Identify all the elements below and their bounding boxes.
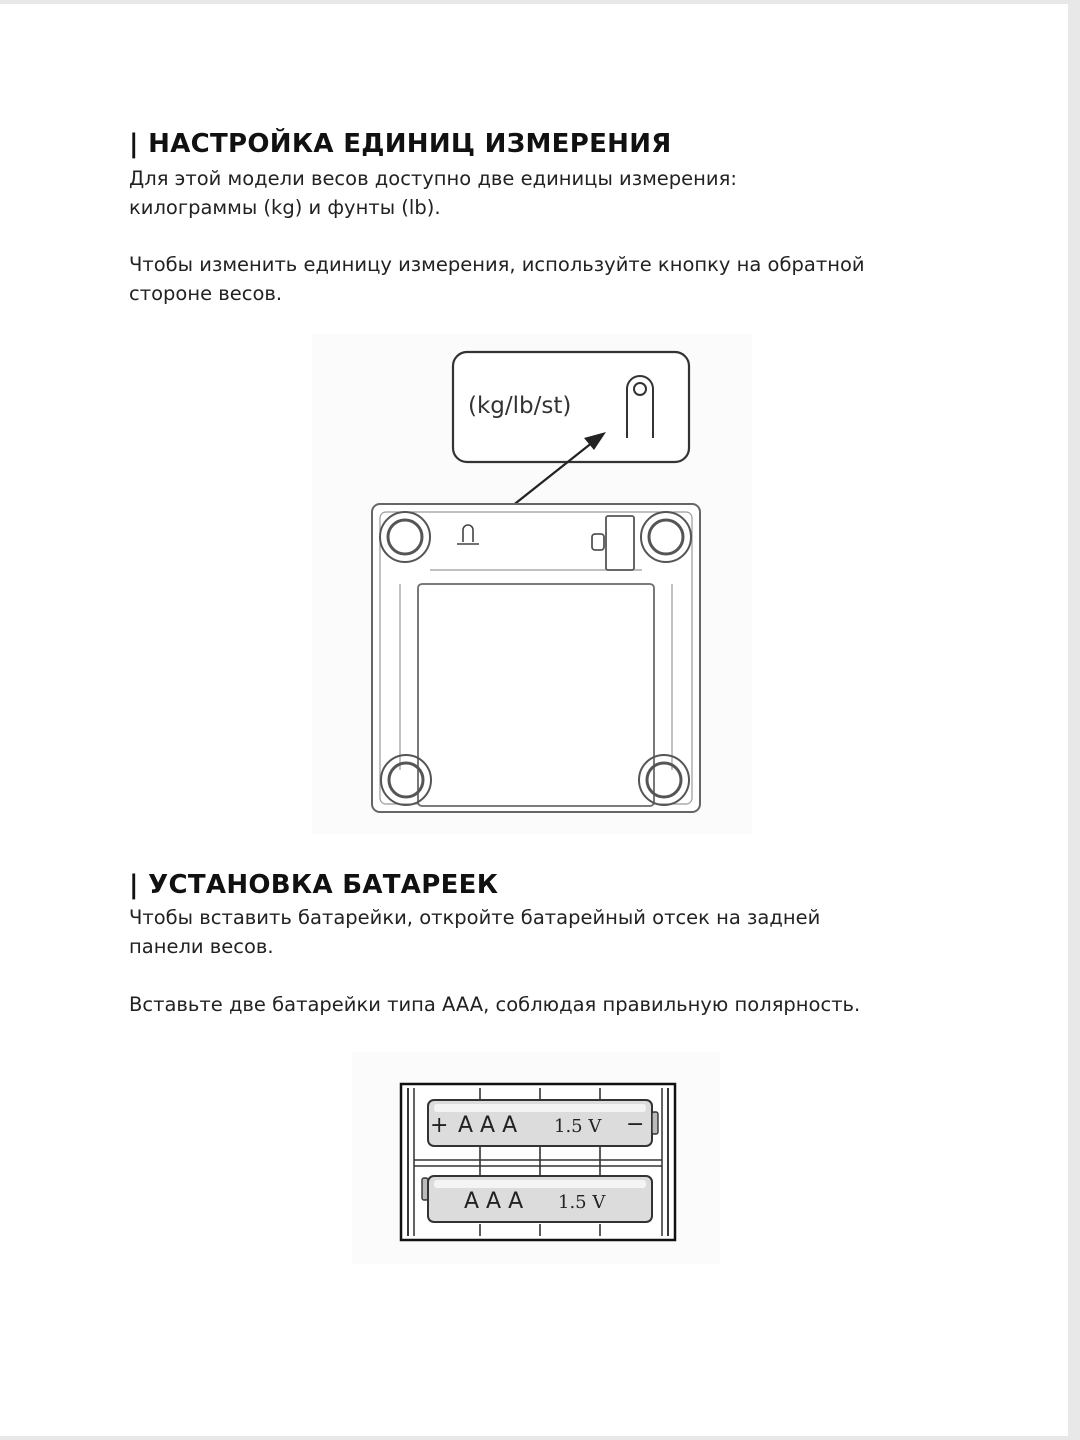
battery-1-type: A A A <box>458 1113 518 1138</box>
scale-back-figure <box>312 334 752 834</box>
units-paragraph-1-line-1: Для этой модели весов доступно две единицы измерения: <box>129 167 737 190</box>
batteries-paragraph-1-line-1: Чтобы вставить батарейки, откройте батарейный отсек на задней <box>129 906 821 929</box>
units-paragraph-2-line-2: стороне весов. <box>129 282 283 305</box>
battery-1 <box>428 1100 658 1146</box>
battery-2-type: A A A <box>464 1189 524 1214</box>
batteries-paragraph-2-line-1: Вставьте две батарейки типа AAA, соблюдая правильную полярность. <box>129 993 861 1016</box>
batteries-section-title: | УСТАНОВКА БАТАРЕЕК <box>129 870 499 900</box>
battery-2-voltage: 1.5 V <box>558 1192 606 1213</box>
battery-1-minus: − <box>626 1112 645 1137</box>
battery-compartment-figure <box>352 1052 720 1264</box>
batteries-paragraph-1 <box>129 903 969 961</box>
callout-label: (kg/lb/st) <box>468 393 572 419</box>
units-paragraph-2 <box>129 250 969 308</box>
units-paragraph-1 <box>129 164 969 222</box>
units-paragraph-2-line-1: Чтобы изменить единицу измерения, используйте кнопку на обратной <box>129 253 865 276</box>
batteries-paragraph-2 <box>129 990 969 1019</box>
manual-page <box>0 4 1068 1436</box>
battery-1-plus: + <box>430 1113 449 1138</box>
units-section-title: | НАСТРОЙКА ЕДИНИЦ ИЗМЕРЕНИЯ <box>129 129 672 159</box>
scale-inner-panel <box>418 584 654 806</box>
batteries-paragraph-1-line-2: панели весов. <box>129 935 274 958</box>
units-paragraph-1-line-2: килограммы (kg) и фунты (lb). <box>129 196 441 219</box>
battery-1-voltage: 1.5 V <box>554 1116 602 1137</box>
battery-2 <box>422 1176 652 1222</box>
